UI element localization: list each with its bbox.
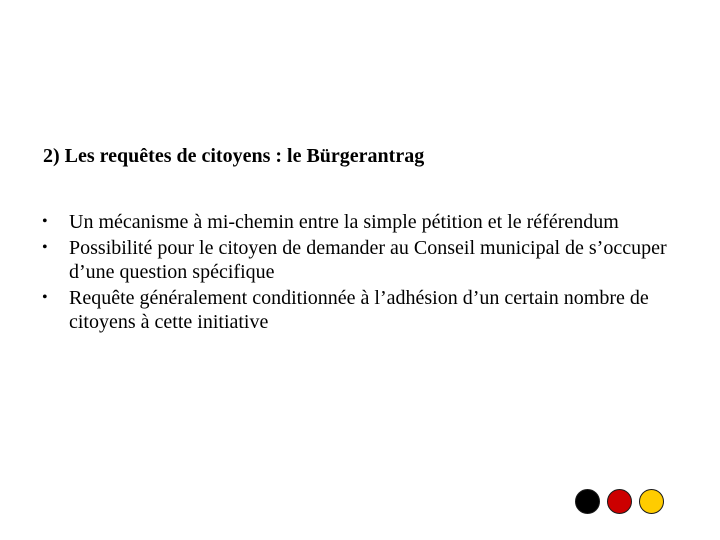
bullet-text: Possibilité pour le citoyen de demander au Conseil municipal de s’occuper d’une question spécifique <box>69 237 667 283</box>
bullet-icon: • <box>42 239 48 256</box>
yellow-dot-icon <box>639 489 664 514</box>
bullet-item <box>42 210 682 234</box>
red-dot-icon <box>607 489 632 514</box>
bullet-list <box>42 210 682 336</box>
bullet-icon: • <box>42 289 48 306</box>
bullet-item <box>42 236 682 284</box>
slide-heading: 2) Les requêtes de citoyens : le Bürgerantrag <box>43 145 425 167</box>
bullet-icon: • <box>42 213 48 230</box>
bullet-text: Un mécanisme à mi-chemin entre la simple pétition et le référendum <box>69 211 619 233</box>
decorative-dots <box>575 489 664 515</box>
bullet-item <box>42 286 682 334</box>
black-dot-icon <box>575 489 600 514</box>
bullet-text: Requête généralement conditionnée à l’adhésion d’un certain nombre de citoyens à cette initiative <box>69 287 649 333</box>
